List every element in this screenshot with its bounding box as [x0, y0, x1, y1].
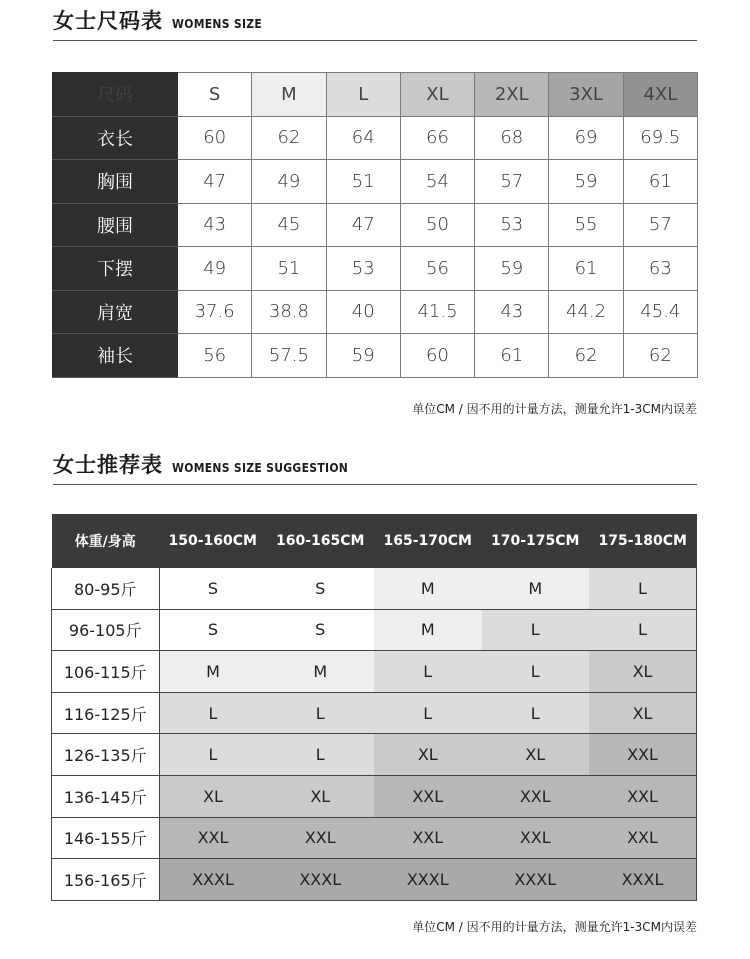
- size-header-cell: S: [178, 73, 252, 117]
- measure-cell: 55: [549, 203, 623, 247]
- suggested-size-cell: L: [159, 692, 267, 734]
- suggested-size-cell: XL: [482, 734, 590, 776]
- suggestion-note: 单位CM / 因不用的计量方法，测量允许1-3CM内误差: [412, 920, 697, 934]
- measure-cell: 59: [326, 334, 400, 378]
- measure-cell: 63: [623, 247, 697, 291]
- measure-cell: 57: [623, 203, 697, 247]
- suggestion-divider: [53, 484, 697, 485]
- size-chart-title: [53, 5, 262, 35]
- weight-label: 96-105斤: [52, 609, 160, 651]
- weight-label: 106-115斤: [52, 651, 160, 693]
- measure-cell: 61: [549, 247, 623, 291]
- size-header-cell: 4XL: [623, 73, 697, 117]
- measure-cell: 43: [178, 203, 252, 247]
- suggested-size-cell: S: [267, 609, 375, 651]
- table-row: [52, 817, 697, 859]
- suggested-size-cell: XL: [267, 775, 375, 817]
- measure-cell: 61: [623, 160, 697, 204]
- size-chart-title-en: WOMENS SIZE: [172, 17, 263, 31]
- measure-cell: 43: [475, 290, 549, 334]
- suggested-size-cell: S: [267, 568, 375, 609]
- table-row: [53, 247, 698, 291]
- size-header-cell: XL: [400, 73, 474, 117]
- weight-label: 146-155斤: [52, 817, 160, 859]
- suggested-size-cell: XXL: [482, 817, 590, 859]
- suggested-size-cell: M: [374, 609, 482, 651]
- measure-cell: 51: [326, 160, 400, 204]
- measure-cell: 59: [475, 247, 549, 291]
- suggested-size-cell: XXXL: [374, 859, 482, 901]
- height-header-cell: 150-160CM: [159, 514, 267, 568]
- suggestion-corner-label: 体重/身高: [52, 514, 160, 568]
- size-chart-note: 单位CM / 因不用的计量方法，测量允许1-3CM内误差: [412, 402, 697, 416]
- table-row: [53, 116, 698, 160]
- size-header-cell: L: [326, 73, 400, 117]
- measure-cell: 69: [549, 116, 623, 160]
- table-row: [52, 568, 697, 609]
- size-chart-divider: [53, 40, 697, 41]
- suggested-size-cell: M: [267, 651, 375, 693]
- suggested-size-cell: XXL: [589, 775, 697, 817]
- suggested-size-cell: XXXL: [267, 859, 375, 901]
- suggested-size-cell: M: [482, 568, 590, 609]
- suggested-size-cell: L: [482, 651, 590, 693]
- size-chart-table: [52, 72, 698, 378]
- size-header-row: [53, 73, 698, 117]
- weight-label: 116-125斤: [52, 692, 160, 734]
- row-label: 衣长: [53, 116, 178, 160]
- size-header-cell: M: [252, 73, 326, 117]
- suggested-size-cell: XXL: [374, 775, 482, 817]
- measure-cell: 57.5: [252, 334, 326, 378]
- measure-cell: 38.8: [252, 290, 326, 334]
- measure-cell: 62: [252, 116, 326, 160]
- suggestion-title-zh: 女士推荐表: [53, 453, 163, 477]
- suggested-size-cell: S: [159, 568, 267, 609]
- measure-cell: 45: [252, 203, 326, 247]
- measure-cell: 56: [400, 247, 474, 291]
- measure-cell: 44.2: [549, 290, 623, 334]
- measure-cell: 41.5: [400, 290, 474, 334]
- weight-label: 136-145斤: [52, 775, 160, 817]
- suggested-size-cell: XXL: [159, 817, 267, 859]
- measure-cell: 62: [549, 334, 623, 378]
- suggested-size-cell: M: [374, 568, 482, 609]
- size-header-cell: 3XL: [549, 73, 623, 117]
- suggestion-table: [51, 514, 697, 901]
- suggested-size-cell: L: [374, 692, 482, 734]
- measure-cell: 57: [475, 160, 549, 204]
- row-label: 下摆: [53, 247, 178, 291]
- table-row: [52, 734, 697, 776]
- measure-cell: 40: [326, 290, 400, 334]
- suggested-size-cell: L: [589, 609, 697, 651]
- suggested-size-cell: L: [159, 734, 267, 776]
- suggested-size-cell: XXXL: [159, 859, 267, 901]
- suggested-size-cell: M: [159, 651, 267, 693]
- suggested-size-cell: XXL: [374, 817, 482, 859]
- measure-cell: 69.5: [623, 116, 697, 160]
- suggested-size-cell: S: [159, 609, 267, 651]
- table-row: [52, 609, 697, 651]
- suggested-size-cell: XXXL: [589, 859, 697, 901]
- row-label: 胸围: [53, 160, 178, 204]
- suggested-size-cell: XL: [589, 692, 697, 734]
- height-header-cell: 175-180CM: [589, 514, 697, 568]
- suggested-size-cell: XL: [159, 775, 267, 817]
- suggestion-title-en: WOMENS SIZE SUGGESTION: [172, 461, 349, 475]
- suggested-size-cell: L: [482, 692, 590, 734]
- measure-cell: 47: [326, 203, 400, 247]
- suggested-size-cell: XXL: [589, 734, 697, 776]
- table-row: [52, 692, 697, 734]
- measure-cell: 53: [326, 247, 400, 291]
- measure-cell: 66: [400, 116, 474, 160]
- table-row: [52, 651, 697, 693]
- measure-cell: 53: [475, 203, 549, 247]
- suggested-size-cell: XL: [374, 734, 482, 776]
- measure-cell: 54: [400, 160, 474, 204]
- measure-cell: 60: [400, 334, 474, 378]
- measure-cell: 61: [475, 334, 549, 378]
- measure-cell: 68: [475, 116, 549, 160]
- size-chart-title-zh: 女士尺码表: [53, 9, 163, 33]
- height-header-cell: 170-175CM: [482, 514, 590, 568]
- table-row: [53, 290, 698, 334]
- height-header-cell: 160-165CM: [267, 514, 375, 568]
- measure-cell: 64: [326, 116, 400, 160]
- measure-cell: 50: [400, 203, 474, 247]
- weight-label: 156-165斤: [52, 859, 160, 901]
- measure-cell: 45.4: [623, 290, 697, 334]
- table-row: [52, 775, 697, 817]
- measure-cell: 51: [252, 247, 326, 291]
- suggested-size-cell: L: [267, 734, 375, 776]
- height-header-cell: 165-170CM: [374, 514, 482, 568]
- row-label: 袖长: [53, 334, 178, 378]
- suggested-size-cell: XXXL: [482, 859, 590, 901]
- suggested-size-cell: XXL: [589, 817, 697, 859]
- suggested-size-cell: L: [589, 568, 697, 609]
- suggested-size-cell: L: [482, 609, 590, 651]
- row-label: 腰围: [53, 203, 178, 247]
- measure-cell: 59: [549, 160, 623, 204]
- table-row: [53, 334, 698, 378]
- measure-cell: 60: [178, 116, 252, 160]
- measure-cell: 49: [178, 247, 252, 291]
- size-header-label: 尺码: [53, 73, 178, 117]
- row-label: 肩宽: [53, 290, 178, 334]
- measure-cell: 56: [178, 334, 252, 378]
- suggested-size-cell: XXL: [267, 817, 375, 859]
- suggested-size-cell: L: [267, 692, 375, 734]
- suggestion-title: [53, 449, 348, 479]
- table-row: [53, 203, 698, 247]
- size-header-cell: 2XL: [475, 73, 549, 117]
- measure-cell: 49: [252, 160, 326, 204]
- suggested-size-cell: L: [374, 651, 482, 693]
- table-row: [53, 160, 698, 204]
- weight-label: 126-135斤: [52, 734, 160, 776]
- suggested-size-cell: XL: [589, 651, 697, 693]
- measure-cell: 62: [623, 334, 697, 378]
- suggested-size-cell: XXL: [482, 775, 590, 817]
- table-row: [52, 859, 697, 901]
- measure-cell: 37.6: [178, 290, 252, 334]
- measure-cell: 47: [178, 160, 252, 204]
- weight-label: 80-95斤: [52, 568, 160, 609]
